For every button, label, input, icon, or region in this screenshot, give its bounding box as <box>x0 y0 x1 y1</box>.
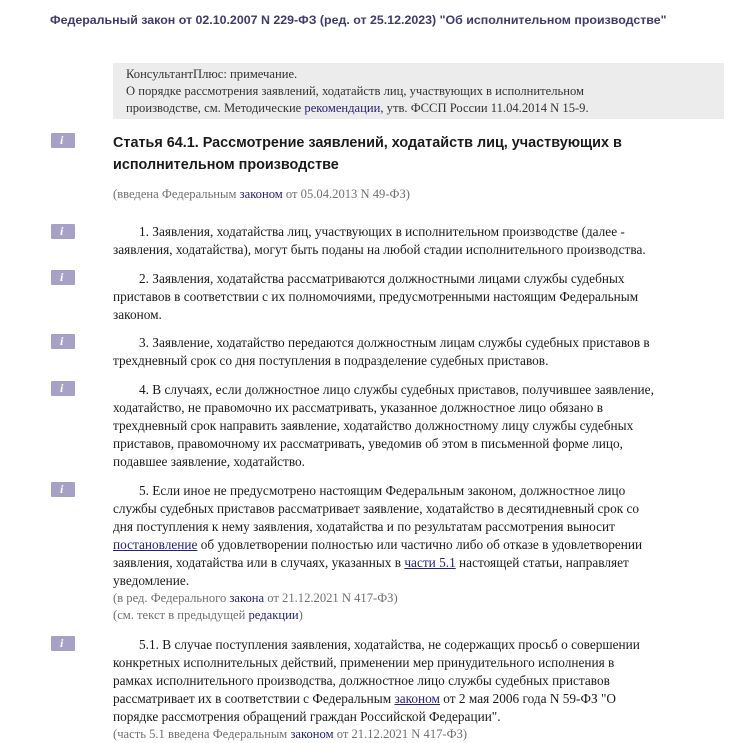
info-icon[interactable]: i <box>51 270 75 285</box>
paragraph-3: 3. Заявление, ходатайство передаются должностным лицам службы судебных приставов в трехдневный срок со дня поступления в подразделение судебных приставов. <box>113 335 650 368</box>
paragraph-1: 1. Заявления, ходатайства лиц, участвующих в исполнительном производстве (далее - заявления, ходатайства), могут быть поданы на любой стадии исполнительного производства. <box>113 224 646 257</box>
note-title: КонсультантПлюс: примечание. <box>126 67 298 81</box>
consultant-note <box>113 63 724 119</box>
resolution-link[interactable]: постановление <box>113 537 198 552</box>
document-header: Федеральный закон от 02.10.2007 N 229-ФЗ (ред. от 25.12.2023) "Об исполнительном производстве" <box>50 13 667 27</box>
law-link[interactable]: законом <box>290 727 334 741</box>
info-icon[interactable]: i <box>51 482 75 497</box>
info-icon[interactable]: i <box>51 133 75 148</box>
amendment-note: (в ред. Федерального закона от 21.12.2021 N 417-ФЗ) <box>113 591 398 605</box>
article-title: Статья 64.1. Рассмотрение заявлений, ходатайств лиц, участвующих в исполнительном производстве <box>113 135 622 173</box>
paragraph-2: 2. Заявления, ходатайства рассматриваются должностными лицами службы судебных приставов в соответствии с их полномочиями, предусмотренными настоящим Федеральным законом. <box>113 271 639 322</box>
part-5-1-link[interactable]: части 5.1 <box>404 555 456 570</box>
info-icon[interactable]: i <box>51 334 75 349</box>
info-icon[interactable]: i <box>51 381 75 396</box>
law-link[interactable]: законом <box>239 187 283 201</box>
article-intro: (введена Федеральным законом от 05.04.2013 N 49-ФЗ) <box>113 187 410 201</box>
note-line: производстве, см. Методические рекомендации, утв. ФССП России 11.04.2014 N 15-9. <box>126 101 589 115</box>
law-link[interactable]: законом <box>394 691 440 706</box>
note-line: О порядке рассмотрения заявлений, ходатайств лиц, участвующих в исполнительном <box>126 84 584 98</box>
law-link[interactable]: закона <box>229 591 265 605</box>
paragraph-5-1: 5.1. В случае поступления заявления, ходатайства, не содержащих просьб о совершении конкретных исполнительных действий, применении мер принудительного исполнения в рамках исполнительного производства, должностное лицо службы судебных приставов рассматривает их в соответствии с Федеральным законом от 2 мая 2006 года N 59-ФЗ "О порядке рассмотрения обращений граждан Российской Федерации". <box>113 637 640 724</box>
info-icon[interactable]: i <box>51 224 75 239</box>
info-icon[interactable]: i <box>51 636 75 651</box>
amendment-note: (часть 5.1 введена Федеральным законом от 21.12.2021 N 417-ФЗ) <box>113 727 468 741</box>
recommendations-link[interactable]: рекомендации <box>304 101 381 115</box>
previous-edition-link[interactable]: редакции <box>248 608 299 622</box>
previous-edition-note: (см. текст в предыдущей редакции) <box>113 608 303 622</box>
paragraph-4: 4. В случаях, если должностное лицо службы судебных приставов, получившее заявление, ходатайство, не правомочно их рассматривать, указанное должностное лицо обязано в трехдневный срок направить заявление, ходатайство должностному лицу службы судебных приставов, правомочному их рассматривать, уведомив об этом в письменной форме лицо, подавшее заявление, ходатайство. <box>113 382 654 469</box>
paragraph-5: 5. Если иное не предусмотрено настоящим Федеральным законом, должностное лицо службы судебных приставов рассматривает заявление, ходатайство в десятидневный срок со дня поступления к нему заявления, ходатайства и по результатам рассмотрения выносит постановление об удовлетворении полностью или частично либо об отказе в удовлетворении заявления, ходатайства или в случаях, указанных в части 5.1 настоящей статьи, направляет уведомление. <box>113 483 643 588</box>
